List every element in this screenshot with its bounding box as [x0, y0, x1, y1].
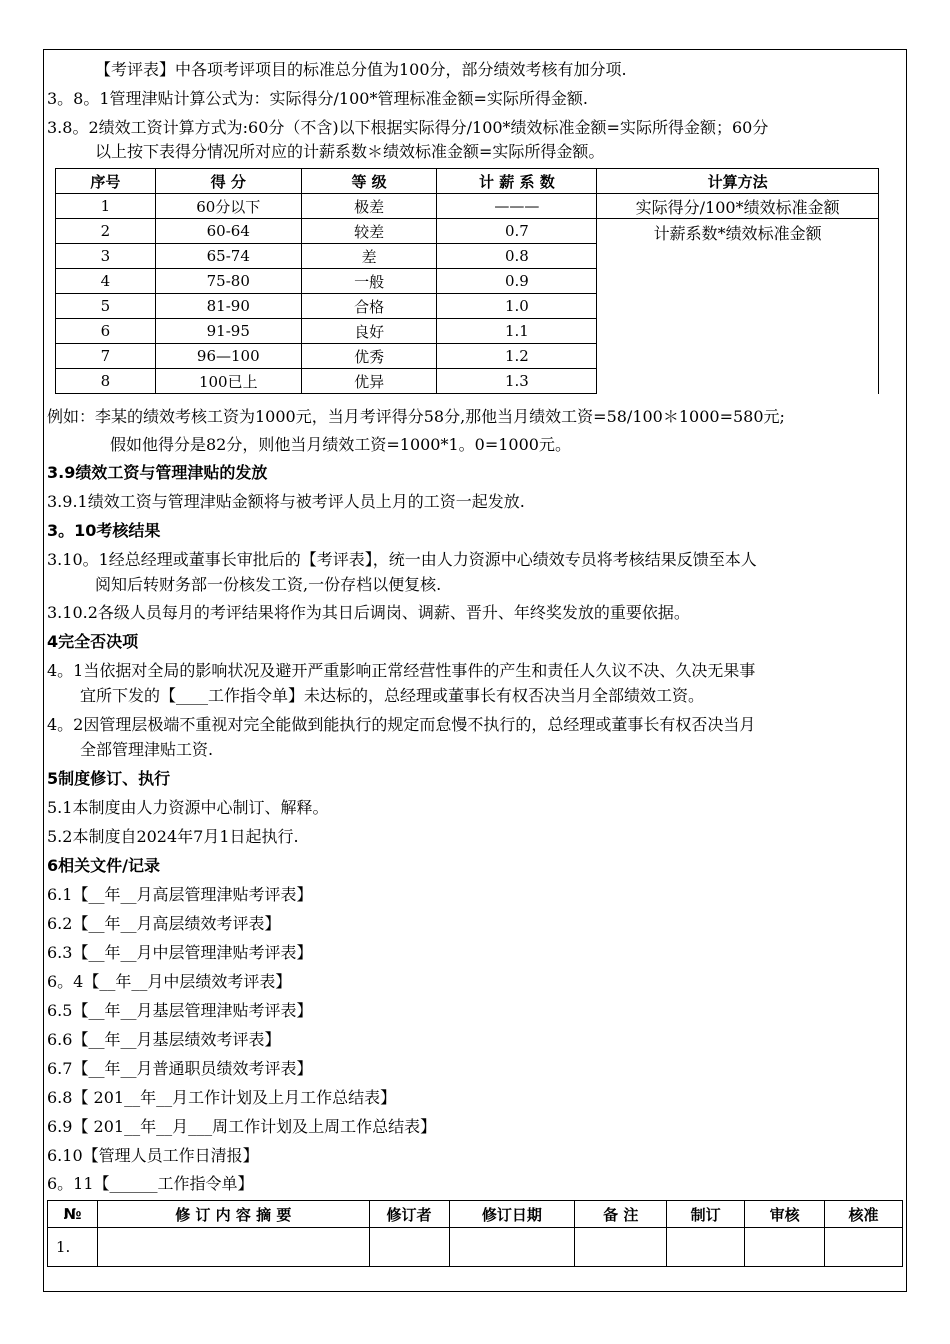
file-record-item: 6.2【__年__月高层绩效考评表】 — [47, 914, 281, 933]
table-row — [48, 1228, 903, 1267]
header-cell: 制订 — [667, 1201, 745, 1228]
table-cell: 100已上 — [155, 369, 301, 394]
text-line: 3.9.1绩效工资与管理津贴金额将与被考评人员上月的工资一起发放. — [47, 492, 525, 511]
table-cell: 1.2 — [437, 344, 597, 369]
table-header-row — [48, 1201, 903, 1228]
file-record-item: 6.1【__年__月高层管理津贴考评表】 — [47, 885, 313, 904]
header-cell: 得 分 — [155, 169, 301, 194]
header-cell: 修订者 — [369, 1201, 449, 1228]
table-row — [56, 194, 879, 219]
text-line: 以上按下表得分情况所对应的计薪系数＊绩效标准金额=实际所得金额。 — [95, 142, 605, 161]
file-record-item: 6.10【管理人员工作日清报】 — [47, 1146, 259, 1165]
table-cell: 合格 — [301, 294, 437, 319]
table-cell: 8 — [56, 369, 156, 394]
header-cell: 序号 — [56, 169, 156, 194]
score-coefficient-table — [55, 168, 879, 394]
text-line: 3。8。1管理津贴计算公式为：实际得分/100*管理标准金额=实际所得金额. — [47, 89, 588, 108]
table-cell: 1.0 — [437, 294, 597, 319]
table-cell — [97, 1228, 369, 1267]
file-record-item: 6.5【__年__月基层管理津贴考评表】 — [47, 1001, 313, 1020]
text-line: 例如：李某的绩效考核工资为1000元，当月考评得分58分,那他当月绩效工资=58/100＊1000=580元; — [47, 407, 785, 426]
table-cell: 一般 — [301, 269, 437, 294]
header-cell: 审核 — [745, 1201, 825, 1228]
text-line: 5.1本制度由人力资源中心制订、解释。 — [47, 798, 329, 817]
table-cell: 7 — [56, 344, 156, 369]
text-line: 宜所下发的【____工作指令单】未达标的，总经理或董事长有权否决当月全部绩效工资。 — [80, 686, 705, 705]
calc-method-cell: 实际得分/100*绩效标准金额 — [597, 194, 879, 219]
table-cell: 6 — [56, 319, 156, 344]
header-cell: 计算方法 — [597, 169, 879, 194]
file-record-item: 6。11【______工作指令单】 — [47, 1174, 254, 1193]
section-heading: 3.9绩效工资与管理津贴的发放 — [47, 463, 268, 482]
text-line: 【考评表】中各项考评项目的标准总分值为100分，部分绩效考核有加分项. — [95, 60, 627, 79]
table-cell: 3 — [56, 244, 156, 269]
table-cell — [369, 1228, 449, 1267]
header-cell: 备 注 — [575, 1201, 667, 1228]
table-cell: 差 — [301, 244, 437, 269]
table-cell: 1.3 — [437, 369, 597, 394]
table-cell: 0.8 — [437, 244, 597, 269]
header-cell: 修 订 内 容 摘 要 — [97, 1201, 369, 1228]
table-cell — [449, 1228, 575, 1267]
table-cell: 91-95 — [155, 319, 301, 344]
text-line: 5.2本制度自2024年7月1日起执行. — [47, 827, 299, 846]
table-cell: 60-64 — [155, 219, 301, 244]
table-cell: 75-80 — [155, 269, 301, 294]
table-cell: 2 — [56, 219, 156, 244]
section-heading: 4完全否决项 — [47, 632, 139, 651]
file-record-item: 6.6【__年__月基层绩效考评表】 — [47, 1030, 281, 1049]
section-heading: 3。10考核结果 — [47, 521, 161, 540]
header-cell: 核准 — [825, 1201, 903, 1228]
table-header-row — [56, 169, 879, 194]
table-cell — [667, 1228, 745, 1267]
table-cell: 96—100 — [155, 344, 301, 369]
table-cell: 优异 — [301, 369, 437, 394]
header-cell: 修订日期 — [449, 1201, 575, 1228]
table-cell: 0.9 — [437, 269, 597, 294]
section-heading: 6相关文件/记录 — [47, 856, 160, 875]
text-line: 4。1当依据对全局的影响状况及避开严重影响正常经营性事件的产生和责任人久议不决、久决无果事 — [47, 661, 756, 680]
table-cell: 4 — [56, 269, 156, 294]
table-cell: 1 — [56, 194, 156, 219]
text-line: 3.8。2绩效工资计算方式为:60分（不含)以下根据实际得分/100*绩效标准金额=实际所得金额；60分 — [47, 118, 769, 137]
table-cell: 优秀 — [301, 344, 437, 369]
table-cell: 5 — [56, 294, 156, 319]
table-cell: 较差 — [301, 219, 437, 244]
table-cell: 1. — [48, 1228, 98, 1267]
file-record-item: 6.3【__年__月中层管理津贴考评表】 — [47, 943, 313, 962]
table-cell — [575, 1228, 667, 1267]
calc-method-cell — [597, 219, 879, 394]
table-cell: 极差 — [301, 194, 437, 219]
table-cell — [745, 1228, 825, 1267]
file-record-item: 6.9【 201__年__月___周工作计划及上周工作总结表】 — [47, 1117, 437, 1136]
table-cell: 60分以下 — [155, 194, 301, 219]
table-cell — [825, 1228, 903, 1267]
text-line: 全部管理津贴工资. — [80, 740, 214, 759]
table-cell: 1.1 — [437, 319, 597, 344]
revision-record-table — [47, 1200, 903, 1267]
table-cell: 65-74 — [155, 244, 301, 269]
table-row — [56, 219, 879, 244]
text-line: 阅知后转财务部一份核发工资,一份存档以便复核. — [95, 575, 442, 594]
file-record-item: 6.7【__年__月普通职员绩效考评表】 — [47, 1059, 313, 1078]
file-record-item: 6。4【__年__月中层绩效考评表】 — [47, 972, 292, 991]
header-cell: 等 级 — [301, 169, 437, 194]
file-record-item: 6.8【 201__年__月工作计划及上月工作总结表】 — [47, 1088, 397, 1107]
table-cell: 81-90 — [155, 294, 301, 319]
table-cell: 0.7 — [437, 219, 597, 244]
table-cell: ——— — [437, 194, 597, 219]
text-line: 3.10.2各级人员每月的考评结果将作为其日后调岗、调薪、晋升、年终奖发放的重要依据。 — [47, 603, 690, 622]
text-line: 假如他得分是82分，则他当月绩效工资=1000*1。0=1000元。 — [110, 435, 571, 454]
section-heading: 5制度修订、执行 — [47, 769, 171, 788]
header-cell: № — [48, 1201, 98, 1228]
header-cell: 计 薪 系 数 — [437, 169, 597, 194]
calc-method-text: 计薪系数*绩效标准金额 — [653, 224, 822, 243]
text-line: 4。2因管理层极端不重视对完全能做到能执行的规定而怠慢不执行的，总经理或董事长有权否决当月 — [47, 715, 756, 734]
text-line: 3.10。1经总经理或董事长审批后的【考评表】，统一由人力资源中心绩效专员将考核结果反馈至本人 — [47, 550, 757, 569]
table-cell: 良好 — [301, 319, 437, 344]
